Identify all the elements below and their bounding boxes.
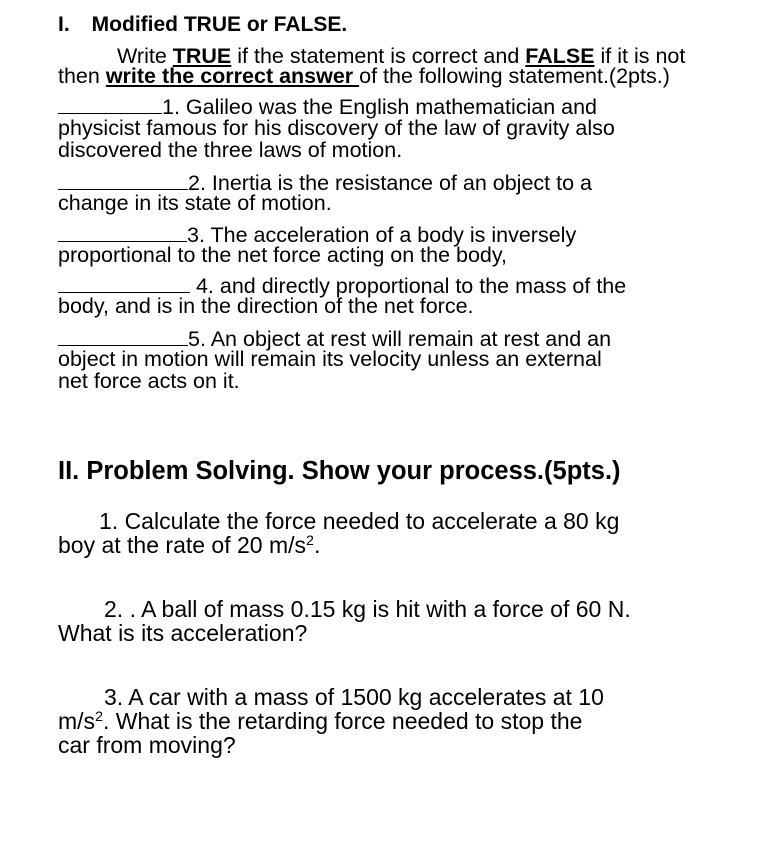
tf-item-text: 4. and directly proportional to the mass of the [190,274,627,298]
problem-3-line-3: car from moving? [58,732,236,758]
instruction-text: Write [117,44,173,68]
section-1-title [58,13,347,37]
problem-1-line-1: 1. Calculate the force needed to accelerate a 80 kg [99,508,620,534]
problem-text: . What is the retarding force needed to stop the [103,708,583,734]
tf-item-3-line-2: proportional to the net force acting on the body, [58,243,508,267]
instruction-text: if the statement is correct and [231,44,526,68]
answer-blank-4[interactable] [58,272,190,293]
problem-1-line-2 [58,533,320,558]
tf-item-text: 1. Galileo was the English mathematician and [162,95,598,119]
problem-3-line-2 [58,709,582,734]
problem-2-line-1: 2. . A ball of mass 0.15 kg is hit with a force of 60 N. [104,596,631,622]
tf-item-2-line-2: change in its state of motion. [58,191,332,215]
tf-item-1-line-2: physicist famous for his discovery of the law of gravity also [58,116,615,140]
tf-item-5-line-2: object in motion will remain its velocity unless an external [58,347,602,371]
problem-2-line-2: What is its acceleration? [58,620,308,646]
tf-item-text: 2. Inertia is the resistance of an object to a [188,171,592,195]
superscript: 2 [95,709,103,726]
tf-item-text: 5. An object at rest will remain at rest and an [188,327,612,351]
tf-item-text: 3. The acceleration of a body is inversely [187,223,577,247]
answer-blank-1[interactable] [58,93,162,114]
instruction-true-keyword: TRUE [172,44,232,68]
superscript: 2 [306,533,314,550]
instruction-text: of the following statement.(2pts.) [359,64,670,88]
tf-item-4-line-2: body, and is in the direction of the net force. [58,294,474,318]
instruction-emphasis: write the correct answer [105,64,360,88]
problem-text: boy at the rate of 20 m/s [58,532,307,558]
instruction-text: then [58,64,106,88]
instruction-text: if it is not [594,44,686,68]
problem-3-line-1: 3. A car with a mass of 1500 kg accelerates at 10 [104,684,604,710]
section-1-roman: I. [58,13,70,36]
answer-blank-3[interactable] [58,221,187,242]
section-2-title: II. Problem Solving. Show your process.(5pts.) [58,457,621,485]
instruction-false-keyword: FALSE [525,44,595,68]
tf-item-5-line-3: net force acts on it. [58,369,240,393]
answer-blank-2[interactable] [58,169,188,190]
problem-text: . [313,532,321,558]
answer-blank-5[interactable] [58,325,188,346]
instruction-line-2 [58,64,670,88]
section-1-heading: Modified TRUE or FALSE. [91,13,348,36]
tf-item-1-line-3: discovered the three laws of motion. [58,138,403,162]
problem-text: m/s [58,708,96,734]
